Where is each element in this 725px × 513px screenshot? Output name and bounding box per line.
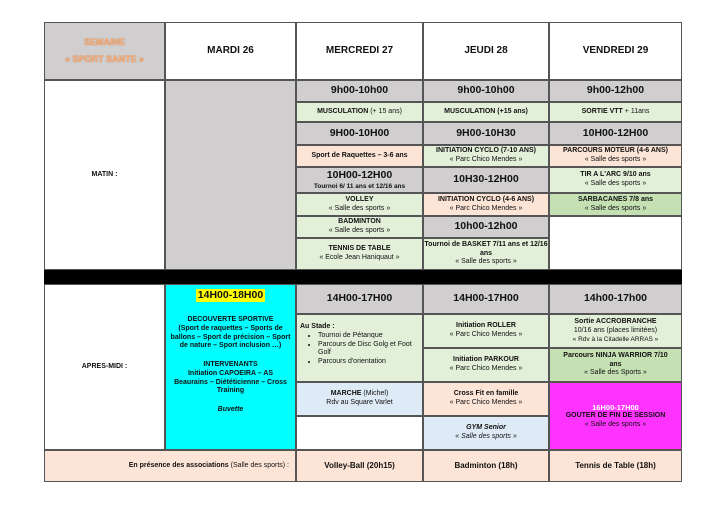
- jeu-roller: [423, 314, 549, 348]
- mer-stade: [296, 314, 423, 382]
- mer-tennis-title: TENNIS DE TABLE: [328, 245, 391, 253]
- mer-matin-time3-cell: [296, 167, 423, 193]
- mardi-time: 14H00-18H00: [197, 289, 264, 301]
- ven-gouter-title: GOUTER DE FIN DE SESSION: [565, 411, 666, 419]
- mer-musculation-title: MUSCULATION: [317, 107, 369, 115]
- mardi-desc: (Sport de raquettes – Sports de ballons – Sport de précision – Sport de nature – Sport inclusion …): [170, 324, 291, 350]
- ven-ninja-title: Parcours NINJA WARRIOR 7/10 ans: [563, 351, 668, 368]
- mardi-buvette: Buvette: [217, 406, 244, 414]
- jeu-matin-time2: 9H00-10H30: [423, 122, 549, 145]
- mer-tennis-place: « Ecole Jean Haniquaut »: [319, 254, 400, 261]
- mer-stade-list: [300, 332, 420, 367]
- mardi-interv-title: INTERVENANTS: [203, 361, 258, 369]
- jeu-matin-time1: 9h00-10h00: [423, 80, 549, 102]
- mer-marche: [296, 382, 423, 416]
- mer-stade-title: Au Stade :: [300, 323, 335, 330]
- mer-volley-place: « Salle des sports »: [328, 204, 391, 212]
- jeu-crossfit-place: « Parc Chico Mendes »: [449, 399, 523, 406]
- apres-midi-label: APRES-MIDI :: [44, 284, 165, 450]
- jeu-cyclo2-place: « Parc Chico Mendes »: [449, 204, 523, 212]
- ven-sarbacanes-title: SARBACANES 7/8 ans: [577, 195, 654, 203]
- jeu-cyclo-4-6: [423, 193, 549, 216]
- ven-matin-empty: [549, 216, 682, 270]
- jeu-cyclo-7-10: [423, 145, 549, 167]
- ven-accro-place: « Rdv à la Citadelle ARRAS »: [572, 335, 659, 343]
- mer-am-empty: [296, 416, 423, 450]
- footer-label-place: (Salle des sports) :: [228, 461, 289, 469]
- ven-sarbacanes: [549, 193, 682, 216]
- mer-badminton-title: BADMINTON: [338, 218, 381, 226]
- ven-accro-sub: 10/16 ans (places limitées): [573, 326, 658, 334]
- mardi-title: DECOUVERTE SPORTIVE: [187, 316, 274, 324]
- ven-gouter-place: « Salle des sports »: [584, 420, 647, 428]
- jeu-matin-time3: 10H30-12H00: [423, 167, 549, 193]
- jeu-gym-place: « Salle des sports »: [455, 433, 517, 440]
- mer-badminton-place: « Salle des sports »: [328, 227, 391, 234]
- mer-stade-item: • Parcours de Disc Golg et Foot Golf: [318, 341, 420, 359]
- ven-vtt-age: + 11ans: [622, 107, 650, 115]
- jeu-parkour-title: Initiation PARKOUR: [453, 356, 519, 364]
- jeu-musculation: MUSCULATION (+15 ans): [423, 102, 549, 122]
- mer-tournoi-sub: Tournoi 6/ 11 ans et 12/16 ans: [313, 182, 406, 190]
- mer-musculation-age: (+ 15 ans): [368, 107, 402, 115]
- ven-ninja-place: « Salle des Sports »: [584, 369, 647, 377]
- mer-matin-time1: 9h00-10h00: [296, 80, 423, 102]
- jeu-cyclo1-place: « Parc Chico Mendes »: [449, 156, 523, 163]
- ven-tir-title: TIR A L'ARC 9/10 ans: [580, 171, 651, 179]
- footer-label-cell: [44, 450, 296, 482]
- mer-matin-time2: 9H00-10H00: [296, 122, 423, 145]
- ven-gouter: [549, 382, 682, 450]
- day-header-jeudi: JEUDI 28: [423, 22, 549, 80]
- jeu-basket-title: Tournoi de BASKET 7/11 ans et 12/16 ans: [424, 240, 548, 257]
- ven-parcours-moteur: [549, 145, 682, 167]
- mer-raquettes: Sport de Raquettes – 3-6 ans: [296, 145, 423, 167]
- ven-moteur-title: PARCOURS MOTEUR (4-6 ANS): [562, 147, 668, 155]
- ven-accrobranche: [549, 314, 682, 348]
- day-header-vendredi: VENDREDI 29: [549, 22, 682, 80]
- section-divider: [44, 270, 682, 284]
- jeu-matin-time4: 10h00-12h00: [423, 216, 549, 238]
- mer-matin-time3: 10H00-12H00: [326, 169, 393, 182]
- ven-ninja: [549, 348, 682, 382]
- ven-gouter-time: 16H00-17H00: [592, 402, 639, 412]
- mer-stade-item: • Parcours d'orientation: [318, 358, 420, 367]
- matin-mardi-empty: [165, 80, 296, 270]
- ven-sarbacanes-place: « Salle des sports »: [584, 204, 647, 212]
- jeu-gym-title: GYM Senior: [466, 424, 506, 432]
- jeu-basket-place: « Salle des sports »: [455, 258, 517, 266]
- mardi-interv-desc: Initiation CAPOEIRA – AS Beaurains – Diététicienne – Cross Training: [174, 369, 287, 395]
- ven-moteur-place: « Salle des sports »: [584, 156, 647, 163]
- ven-matin-time1: 9h00-12h00: [549, 80, 682, 102]
- ven-am-time: 14h00-17h00: [549, 284, 682, 314]
- jeu-crossfit-title: Cross Fit en famille: [453, 390, 519, 398]
- ven-tir-arc: [549, 167, 682, 193]
- mer-marche-place: Rdv au Square Varlet: [326, 399, 393, 406]
- week-title-cell: [44, 22, 165, 80]
- jeu-parkour-place: « Parc Chico Mendes »: [449, 365, 523, 372]
- mer-marche-title: MARCHE: [330, 390, 362, 398]
- ven-matin-time2: 10H00-12H00: [549, 122, 682, 145]
- footer-mercredi: Volley-Ball (20h15): [296, 450, 423, 482]
- ven-accro-title: Sortie ACCROBRANCHE: [574, 318, 657, 326]
- mer-badminton: [296, 216, 423, 238]
- day-header-mardi: MARDI 26: [165, 22, 296, 80]
- footer-vendredi: Tennis de Table (18h): [549, 450, 682, 482]
- jeu-cyclo1-title: INITIATION CYCLO (7-10 ANS): [436, 147, 536, 155]
- footer-label-title: En présence des associations: [128, 461, 229, 469]
- day-header-mercredi: MERCREDI 27: [296, 22, 423, 80]
- mer-volley-title: VOLLEY: [345, 195, 374, 203]
- jeu-cyclo2-title: INITIATION CYCLO (4-6 ANS): [437, 195, 535, 203]
- mer-marche-person: (Michel): [361, 390, 389, 398]
- matin-label: MATIN :: [44, 80, 165, 270]
- mer-musculation: [296, 102, 423, 122]
- jeu-gym-senior: [423, 416, 549, 450]
- jeu-basket: [423, 238, 549, 270]
- ven-vtt: [549, 102, 682, 122]
- mer-am-time: 14H00-17H00: [296, 284, 423, 314]
- jeu-roller-title: Initiation ROLLER: [456, 322, 516, 330]
- mer-tennis-table: [296, 238, 423, 270]
- week-title-line2: « SPORT SANTE »: [64, 54, 145, 64]
- ven-tir-place: « Salle des sports »: [584, 180, 647, 187]
- ven-vtt-title: SORTIE VTT: [581, 107, 623, 115]
- mer-volley: [296, 193, 423, 216]
- footer-jeudi: Badminton (18h): [423, 450, 549, 482]
- jeu-parkour: [423, 348, 549, 382]
- mardi-decouverte: [165, 284, 296, 450]
- jeu-roller-place: « Parc Chico Mendes »: [449, 331, 523, 338]
- mer-stade-item: • Tournoi de Pétanque: [318, 332, 420, 341]
- jeu-crossfit: [423, 382, 549, 416]
- week-title-line1: SEMAINE: [83, 36, 125, 47]
- jeu-am-time: 14H00-17H00: [423, 284, 549, 314]
